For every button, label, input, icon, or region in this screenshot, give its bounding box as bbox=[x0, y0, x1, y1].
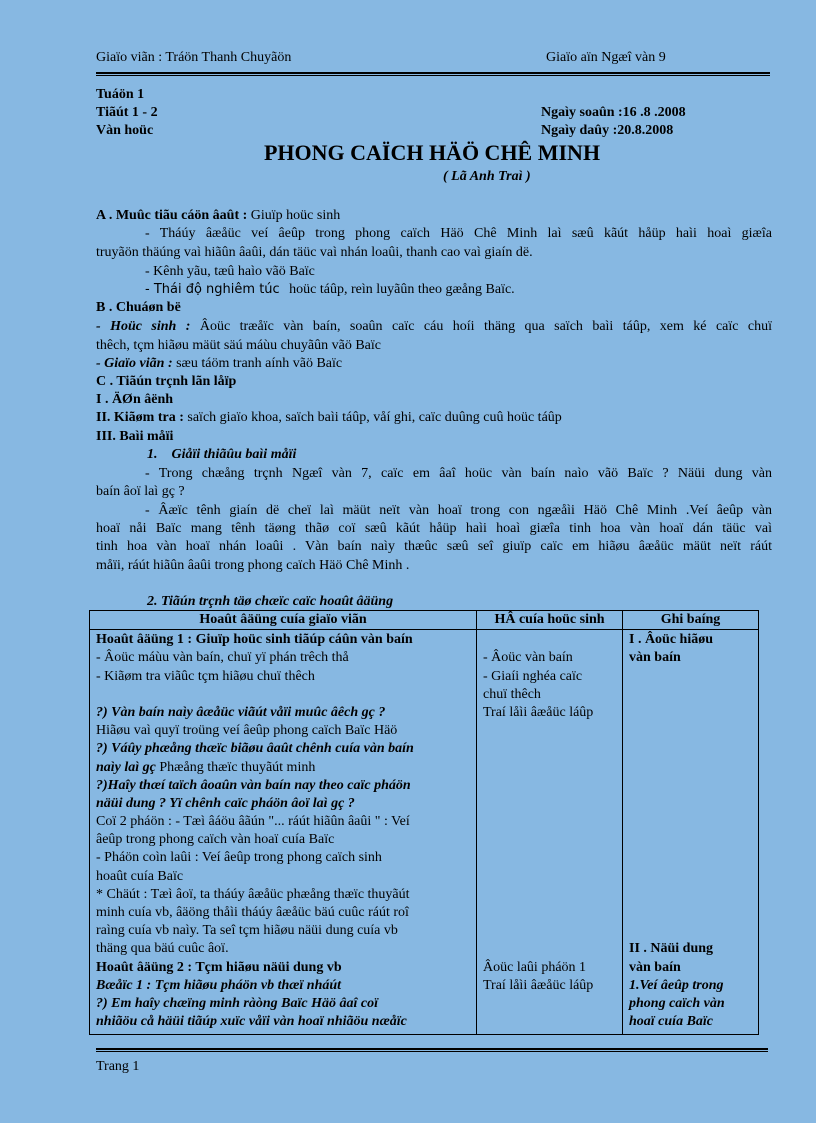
teacher-line: ?) Váûy phæång thæïc biãøu âaût chênh cuía vàn baín bbox=[96, 741, 414, 757]
student-line bbox=[483, 759, 616, 777]
student-line: Traí låìi âæåüc láûp bbox=[483, 977, 594, 993]
b1-line2: thêch, tçm hiãøu mäüt säú máùu chuyãûn vãö Baïc bbox=[96, 338, 381, 353]
notes-line bbox=[629, 759, 752, 777]
c1: I . ÄØn âënh bbox=[96, 392, 174, 407]
student-line bbox=[483, 922, 616, 940]
date-prepared: Ngaìy soaûn :16 .8 .2008 bbox=[541, 105, 686, 120]
teacher-line: naìy laì gç Phæång thæïc thuyãút minh bbox=[96, 759, 316, 775]
student-line: - Giaíi nghéa caïc bbox=[483, 668, 583, 684]
a3: - Thái độ nghiêm túc hoüc táûp, reìn luyãûn theo gæång Baïc. bbox=[145, 282, 515, 297]
teacher-line: ?)Haîy thæí taïch âoaûn vàn baín nay theo caïc pháön bbox=[96, 777, 411, 793]
p2-line1: - Âæïc tênh giaín dë cheï laì mäüt neït vàn hoaï trong con ngæåìi Häö Chê Minh .Veí âeûp vàn bbox=[145, 503, 772, 518]
col-header-teacher: Hoaût âäüng cuía giaïo viãn bbox=[90, 611, 477, 630]
table-header-row bbox=[90, 611, 759, 630]
period-label: Tiãút 1 - 2 bbox=[96, 105, 158, 120]
teacher-line: hoaût cuía Baïc bbox=[96, 868, 184, 884]
activities-table bbox=[89, 610, 759, 1035]
student-line bbox=[483, 940, 616, 958]
teacher-line: Hoaût âäüng 1 : Giuïp hoüc sinh tiãúp cáûn vàn baín bbox=[96, 632, 413, 648]
student-line: Traí låìi âæåüc láûp bbox=[483, 704, 594, 720]
teacher-line: nhiãöu cå häüi tiãúp xuïc våïi vàn hoaï nhiãöu næåïc bbox=[96, 1014, 407, 1030]
teacher-line: minh cuía vb, âäöng thåìi tháúy âæåüc bäú cuûc ráút roî bbox=[96, 905, 409, 921]
notes-line bbox=[629, 922, 752, 940]
student-line bbox=[483, 631, 616, 649]
student-line bbox=[483, 740, 616, 758]
header-teacher: Giaïo viãn : Tráön Thanh Chuyãön bbox=[96, 50, 292, 65]
student-line: Âoüc laûi pháön 1 bbox=[483, 959, 587, 975]
board-notes-cell bbox=[623, 630, 759, 1035]
notes-line: phong caïch vàn bbox=[629, 995, 725, 1011]
p1-line2: baín âoï laì gç ? bbox=[96, 484, 185, 499]
col-header-student: HÂ cuía hoüc sinh bbox=[477, 611, 623, 630]
week-label: Tuáön 1 bbox=[96, 87, 145, 102]
section-c: C . Tiãún trçnh lãn låïp bbox=[96, 374, 237, 389]
c31: 1. Giåïi thiãûu baìi måïi bbox=[147, 447, 297, 462]
table-row bbox=[90, 630, 759, 1035]
teacher-line: raìng cuía vb naìy. Ta seî tçm hiãøu näüi dung cuía vb bbox=[96, 923, 398, 939]
page-number: Trang 1 bbox=[96, 1059, 140, 1074]
notes-line bbox=[629, 704, 752, 722]
teacher-line: Hiãøu vaì quyï troüng veí âeûp phong caïch Baïc Häö bbox=[96, 723, 398, 739]
notes-line: vàn baín bbox=[629, 959, 681, 975]
b2: - Giaïo viãn : sæu táöm tranh aính vãö Baïc bbox=[96, 356, 343, 371]
c3: III. Baìi måïi bbox=[96, 429, 174, 444]
teacher-line: thäng qua bäú cuûc âoï. bbox=[96, 941, 229, 957]
footer-divider bbox=[96, 1048, 768, 1052]
a2: - Kênh yãu, tæû haìo vãö Baïc bbox=[145, 264, 315, 279]
a1-line1: - Tháúy âæåüc veí âeûp trong phong caïch Häö Chê Minh laì sæû kãút håüp haìi hoaì giæîa bbox=[145, 226, 772, 241]
p2-line3: tinh hoa vàn hoaï nhán loaûi . Vàn baín naìy thæûc sæû seî giuïp caïc em hiãøu âæåüc mäüt neït ráút bbox=[96, 539, 772, 554]
student-line: - Âoüc vàn baín bbox=[483, 650, 573, 666]
header-divider bbox=[96, 72, 770, 76]
a1-line2: truyãön thäúng vaì hiãûn âaûi, dán täüc vaì nhán loaûi, thanh cao vaì giaín dë. bbox=[96, 245, 533, 260]
teacher-line: - Pháön coìn laûi : Veí âeûp trong phong caïch sinh bbox=[96, 850, 382, 866]
notes-line: I . Âoüc hiãøu bbox=[629, 632, 714, 648]
section-a: A . Muûc tiãu cáön âaût : Giuïp hoüc sinh bbox=[96, 208, 341, 223]
notes-line bbox=[629, 886, 752, 904]
student-line bbox=[483, 831, 616, 849]
teacher-line: - Âoüc máùu vàn baín, chuï yï phán trêch thå bbox=[96, 650, 349, 666]
teacher-line: âeûp trong phong caïch vàn hoaï cuía Baïc bbox=[96, 832, 335, 848]
teacher-line: - Kiãøm tra viãûc tçm hiãøu chuï thêch bbox=[96, 668, 315, 684]
student-line bbox=[483, 868, 616, 886]
date-taught: Ngaìy daûy :20.8.2008 bbox=[541, 123, 674, 138]
notes-line bbox=[629, 849, 752, 867]
author: ( Lã Anh Traì ) bbox=[443, 169, 531, 184]
c32: 2. Tiãún trçnh täø chæïc caïc hoaût âäüng bbox=[147, 594, 394, 609]
notes-line bbox=[629, 740, 752, 758]
notes-line: 1.Veí âeûp trong bbox=[629, 977, 724, 993]
notes-line bbox=[629, 904, 752, 922]
teacher-line: Bæåïc 1 : Tçm hiãøu pháön vb thæï nháút bbox=[96, 977, 342, 993]
p2-line4: måïi, ráút hiãûn âaûi trong phong caïch Häö Chê Minh . bbox=[96, 558, 410, 573]
notes-line bbox=[629, 813, 752, 831]
notes-line: II . Näüi dung bbox=[629, 941, 714, 957]
notes-line bbox=[629, 722, 752, 740]
student-line bbox=[483, 777, 616, 795]
notes-line bbox=[629, 831, 752, 849]
notes-line bbox=[629, 668, 752, 686]
b1-line1: - Hoüc sinh : Âoüc træåïc vàn baín, soaûn caïc cáu hoíi thäng qua saïch baìi táûp, xem ké caïc chuï bbox=[96, 319, 772, 334]
header-subject: Giaïo aïn Ngæî vàn 9 bbox=[546, 50, 666, 65]
student-line bbox=[483, 886, 616, 904]
p2-line2: hoaï nåi Baïc mang tênh täøng thãø coï sæû kãút håüp haìi hoaì giæîa tinh hoa vàn hoaï dán täüc vaì bbox=[96, 521, 772, 536]
student-line bbox=[483, 795, 616, 813]
student-line bbox=[483, 722, 616, 740]
teacher-activities-cell bbox=[90, 630, 477, 1035]
teacher-line: ?) Vàn baín naìy âæåüc viãút våïi muûc âêch gç ? bbox=[96, 704, 386, 720]
student-line: chuï thêch bbox=[483, 686, 541, 702]
notes-line bbox=[629, 777, 752, 795]
section-label: Vàn hoüc bbox=[96, 123, 154, 138]
p1-line1: - Trong chæång trçnh Ngæî vàn 7, caïc em âaî hoüc vàn baín naìo vãö Baïc ? Näüi dung vàn bbox=[145, 466, 772, 481]
col-header-notes: Ghi baíng bbox=[623, 611, 759, 630]
teacher-line: ?) Em haîy chæïng minh ràòng Baïc Häö âaî coï bbox=[96, 995, 378, 1011]
c2: II. Kiãøm tra : saïch giaïo khoa, saïch baìi táûp, våí ghi, caïc duûng cuû hoüc táûp bbox=[96, 410, 562, 425]
notes-line: vàn baín bbox=[629, 650, 681, 666]
page-title: PHONG CAÏCH HÄÖ CHÊ MINH bbox=[263, 140, 601, 165]
teacher-line: Hoaût âäüng 2 : Tçm hiãøu näüi dung vb bbox=[96, 959, 342, 975]
section-b: B . Chuáøn bë bbox=[96, 300, 181, 315]
student-activities-cell bbox=[477, 630, 623, 1035]
notes-line bbox=[629, 686, 752, 704]
teacher-line: Coï 2 pháön : - Tæì âáöu âãún "... ráút hiãûn âaûi " : Veí bbox=[96, 814, 410, 830]
teacher-line bbox=[96, 686, 470, 704]
student-line bbox=[483, 813, 616, 831]
student-line bbox=[483, 849, 616, 867]
teacher-line: näüi dung ? Yï chênh caïc pháön âoï laì gç ? bbox=[96, 795, 355, 811]
notes-line bbox=[629, 868, 752, 886]
teacher-line: * Chäút : Tæì âoï, ta tháúy âæåüc phæång thæïc thuyãút bbox=[96, 886, 410, 902]
notes-line: hoaï cuía Baïc bbox=[629, 1014, 714, 1030]
student-line bbox=[483, 904, 616, 922]
notes-line bbox=[629, 795, 752, 813]
